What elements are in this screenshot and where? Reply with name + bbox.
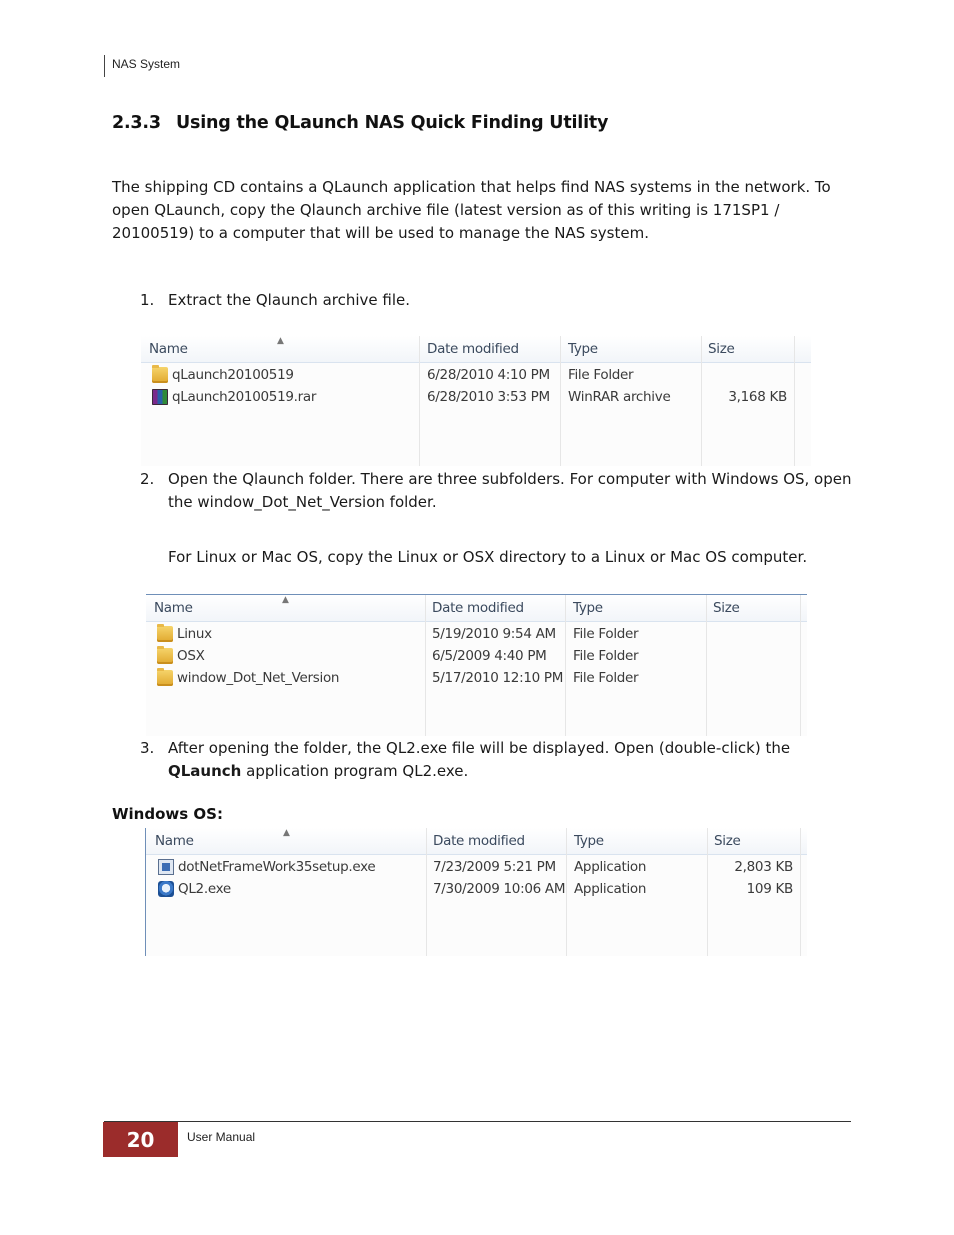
sort-ascending-icon: ▲ (282, 595, 289, 605)
file-row[interactable] (146, 668, 807, 690)
file-row[interactable] (146, 624, 807, 646)
running-footer: User Manual (187, 1130, 256, 1144)
step-2-note: For Linux or Mac OS, copy the Linux or OSX directory to a Linux or Mac OS computer. (168, 548, 808, 566)
file-row[interactable] (146, 646, 807, 668)
folder-icon (157, 626, 173, 642)
step-2 (140, 468, 852, 514)
file-type: File Folder (568, 367, 634, 383)
file-type: Application (574, 881, 647, 897)
section-title: Using the QLaunch NAS Quick Finding Utility (176, 113, 609, 133)
step-text: Extract the Qlaunch archive file. (168, 291, 411, 309)
file-row[interactable] (141, 387, 811, 409)
file-type: File Folder (573, 626, 639, 642)
step-text-part: application program QL2.exe. (241, 762, 469, 780)
file-name: Linux (177, 626, 212, 642)
column-size[interactable]: Size (708, 341, 735, 357)
sort-ascending-icon: ▲ (283, 828, 290, 838)
intro-paragraph: The shipping CD contains a QLaunch application that helps find NAS systems in the network. To open QLaunch, copy the Qlaunch archive file (latest version as of this writing is 171SP1 / 20100519) to a computer that will be used to manage the NAS system. (112, 178, 831, 242)
file-row[interactable] (141, 365, 811, 387)
file-date: 7/23/2009 5:21 PM (433, 859, 556, 875)
file-date: 5/19/2010 9:54 AM (432, 626, 556, 642)
setup-exe-icon (158, 859, 174, 875)
column-name[interactable]: Name (154, 600, 193, 616)
folder-icon (157, 648, 173, 664)
column-date-modified[interactable]: Date modified (433, 833, 525, 849)
step-1 (140, 289, 852, 312)
column-name[interactable]: Name (155, 833, 194, 849)
step-number: 3. (140, 739, 155, 757)
step-text (168, 737, 852, 783)
step-text-part: After opening the folder, the QL2.exe file will be displayed. Open (double-click) the (168, 739, 791, 757)
sort-ascending-icon: ▲ (277, 336, 284, 346)
file-type: Application (574, 859, 647, 875)
file-date: 6/5/2009 4:40 PM (432, 648, 547, 664)
file-list-table-3 (145, 828, 807, 956)
footer-divider (104, 1121, 851, 1122)
step-text: Open the Qlaunch folder. There are three subfolders. For computer with Windows OS, open the window_Dot_Net_Version folder. (168, 470, 852, 511)
file-size: 109 KB (746, 881, 793, 897)
file-list-table-1 (141, 336, 811, 466)
file-name: dotNetFrameWork35setup.exe (178, 859, 376, 875)
step-3 (140, 737, 852, 783)
column-type[interactable]: Type (574, 833, 604, 849)
column-type[interactable]: Type (568, 341, 598, 357)
section-number: 2.3.3 (112, 113, 161, 133)
column-name[interactable]: Name (149, 341, 188, 357)
file-type: File Folder (573, 670, 639, 686)
column-date-modified[interactable]: Date modified (432, 600, 524, 616)
column-date-modified[interactable]: Date modified (427, 341, 519, 357)
file-date: 5/17/2010 12:10 PM (432, 670, 564, 686)
file-list-table-2 (146, 594, 807, 736)
file-size: 2,803 KB (734, 859, 793, 875)
file-name: qLaunch20100519 (172, 367, 294, 383)
file-name: qLaunch20100519.rar (172, 389, 317, 405)
file-row[interactable] (146, 879, 807, 901)
header-divider (104, 55, 105, 77)
file-size: 3,168 KB (728, 389, 787, 405)
qlaunch-emphasis: QLaunch (168, 762, 242, 780)
file-type: File Folder (573, 648, 639, 664)
windows-os-label: Windows OS: (112, 805, 223, 823)
file-name: OSX (177, 648, 205, 664)
file-name: window_Dot_Net_Version (177, 670, 340, 686)
folder-icon (157, 670, 173, 686)
winrar-archive-icon (152, 389, 168, 405)
column-size[interactable]: Size (714, 833, 741, 849)
section-heading (112, 113, 608, 133)
file-date: 6/28/2010 3:53 PM (427, 389, 550, 405)
file-name: QL2.exe (178, 881, 231, 897)
step-number: 1. (140, 291, 155, 309)
column-type[interactable]: Type (573, 600, 603, 616)
page-number: 20 (103, 1122, 178, 1157)
folder-icon (152, 367, 168, 383)
step-number: 2. (140, 470, 155, 488)
file-date: 7/30/2009 10:06 AM (433, 881, 566, 897)
file-row[interactable] (146, 857, 807, 879)
running-header: NAS System (112, 57, 181, 71)
file-type: WinRAR archive (568, 389, 671, 405)
application-icon (158, 881, 174, 897)
file-date: 6/28/2010 4:10 PM (427, 367, 550, 383)
column-size[interactable]: Size (713, 600, 740, 616)
